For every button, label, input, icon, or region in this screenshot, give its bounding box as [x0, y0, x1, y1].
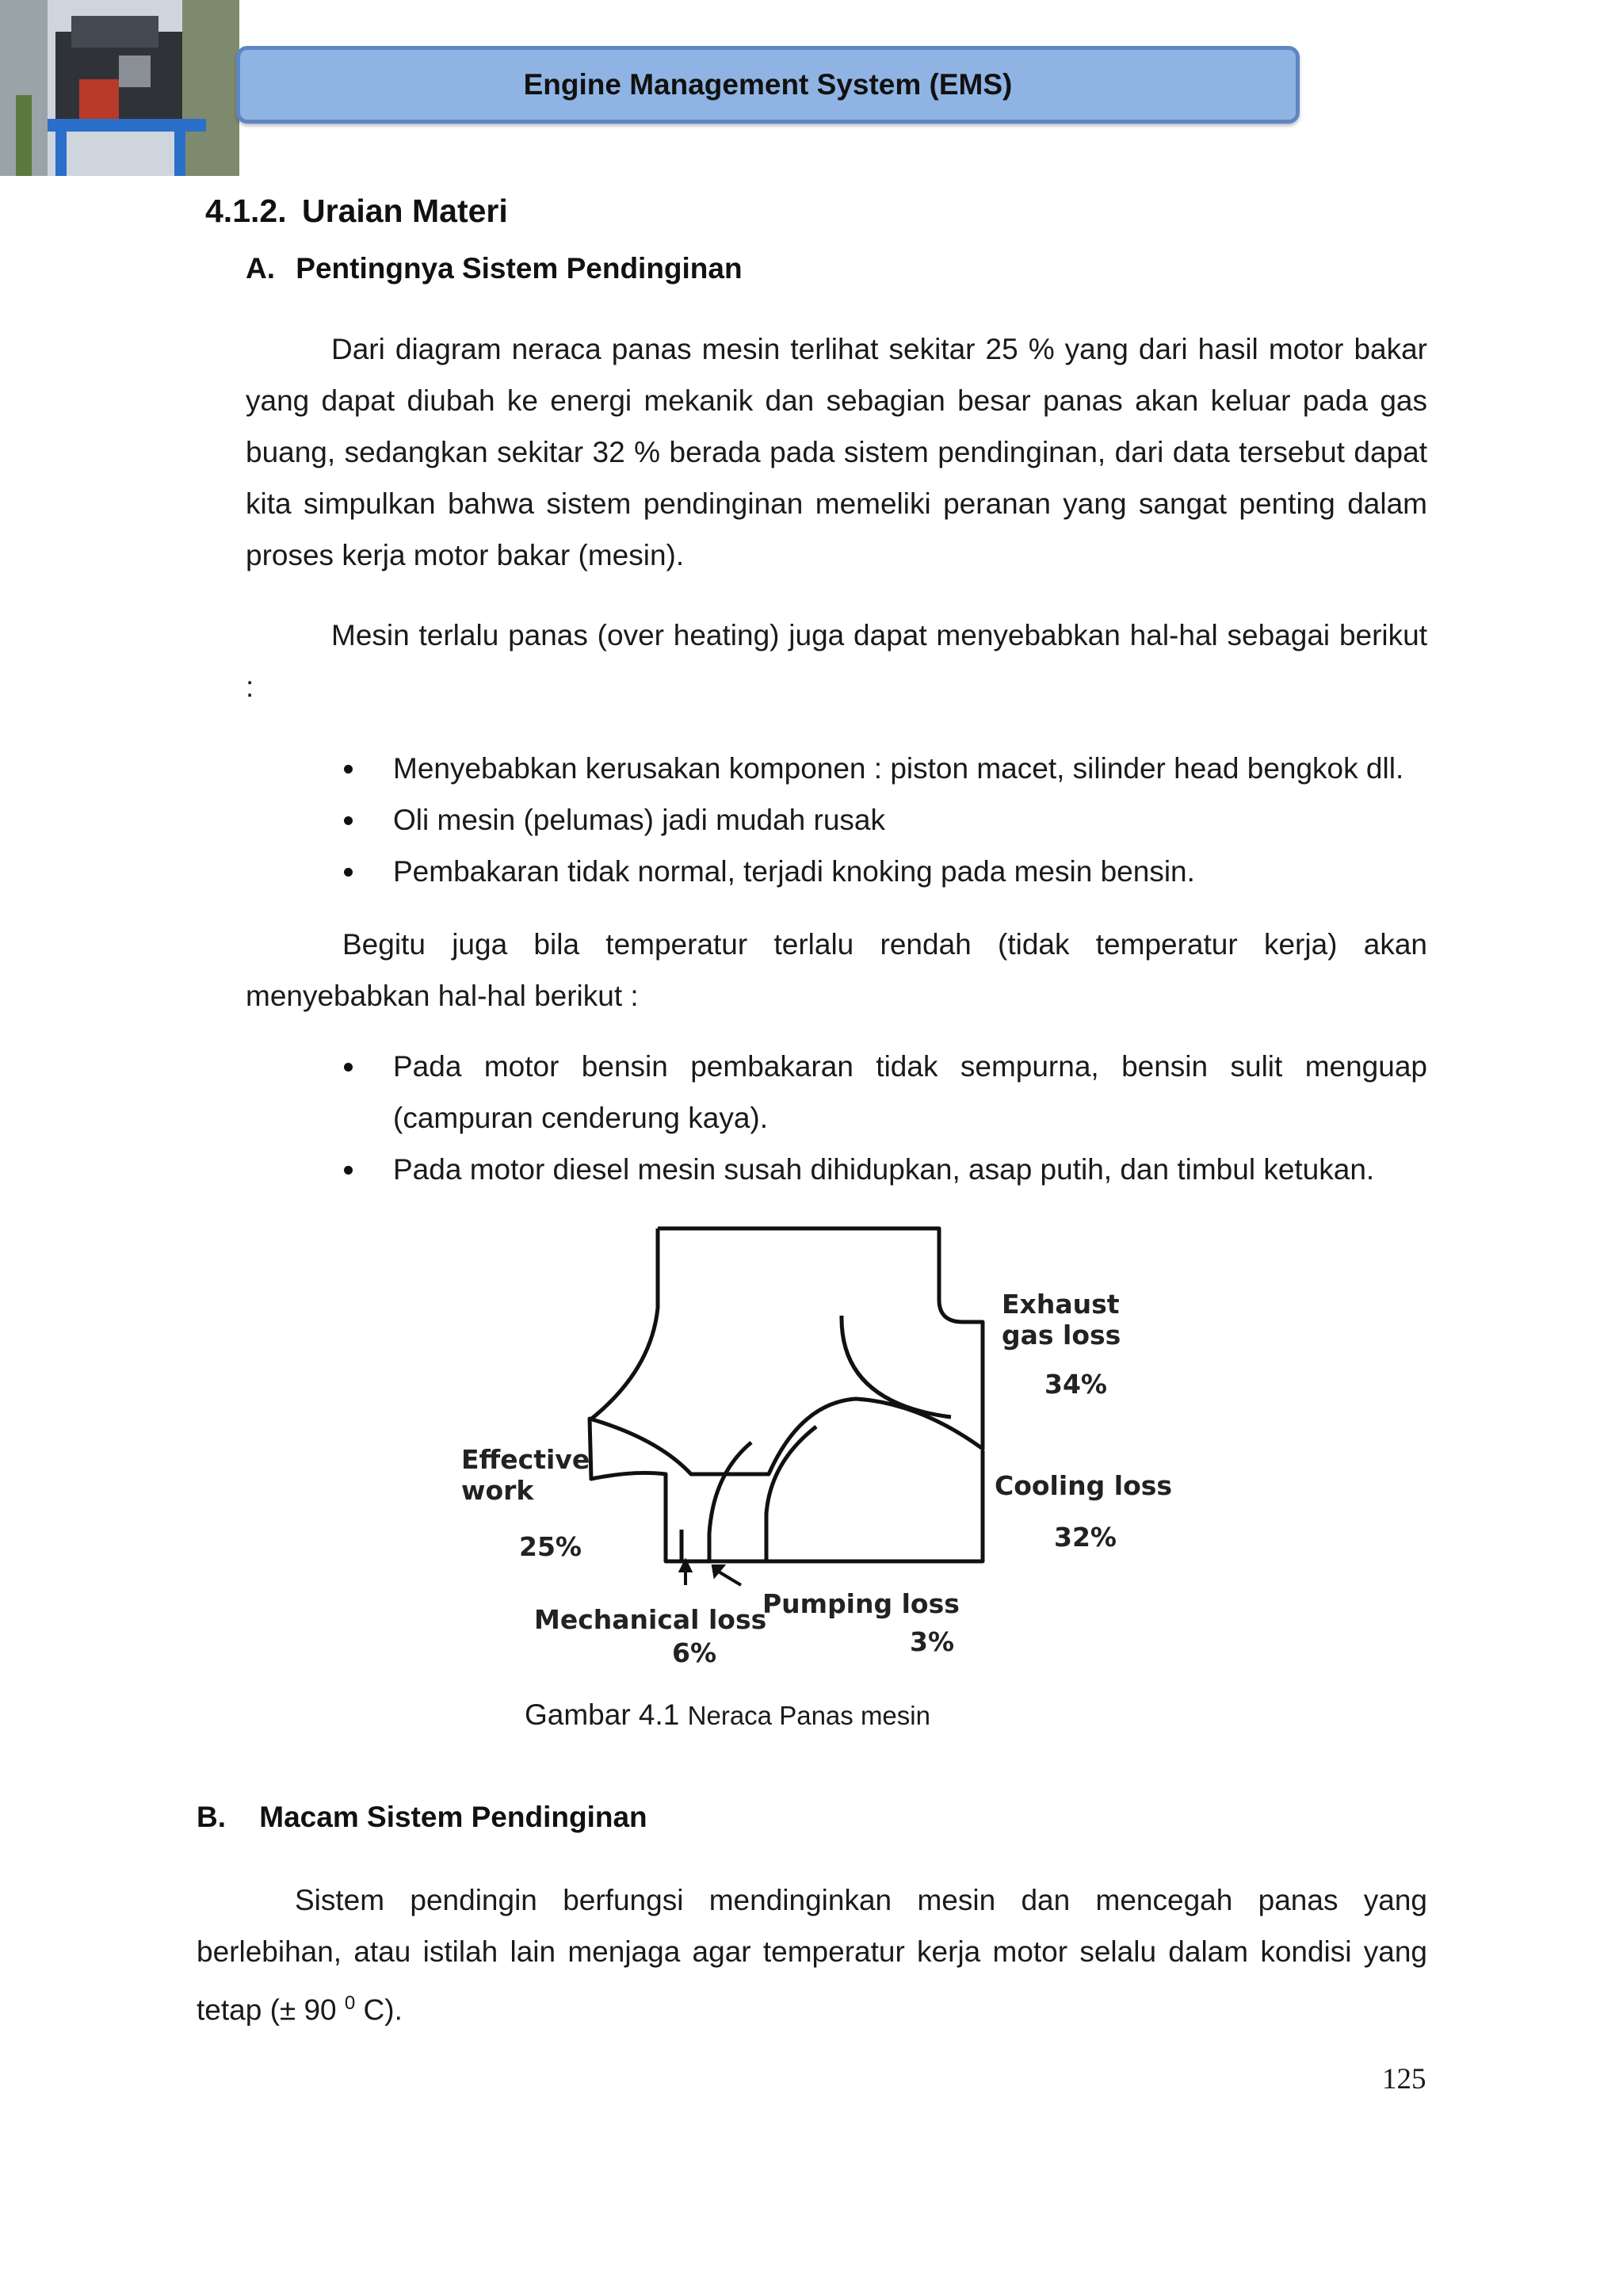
overheating-list [341, 743, 1427, 897]
label-exhaust-pct: 34% [1044, 1369, 1107, 1400]
label-effective-1: Effective [461, 1444, 590, 1475]
caption-sub: Neraca Panas mesin [687, 1701, 930, 1730]
paragraph-overheating: Mesin terlalu panas (over heating) juga dapat menyebabkan hal-hal sebagai berikut : [246, 619, 1427, 703]
subsection-b-title: Macam Sistem Pendinginan [259, 1801, 647, 1833]
label-pumping-pct: 3% [910, 1626, 955, 1657]
label-mechanical: Mechanical loss [534, 1604, 767, 1635]
list-item: Pada motor diesel mesin susah dihidupkan, asap putih, dan timbul ketukan. [341, 1144, 1427, 1195]
label-exhaust-2: gas loss [1002, 1320, 1121, 1350]
paragraph-heat-balance: Dari diagram neraca panas mesin terlihat sekitar 25 % yang dari hasil motor bakar yang dapat diubah ke energi mekanik dan sebagian besar panas akan keluar pada gas buang, sedangkan sekitar 32 % berada pada sistem pendinginan, dari data tersebut dapat kita simpulkan bahwa sistem pendinginan memeliki peranan yang sangat penting dalam proses kerja motor bakar (mesin). [246, 333, 1427, 571]
subsection-b-heading [197, 1801, 647, 1834]
label-cooling: Cooling loss [995, 1470, 1173, 1501]
caption-main: Gambar 4.1 [525, 1698, 680, 1731]
cooling-function-text: Sistem pendingin berfungsi mendinginkan mesin dan mencegah panas yang berlebihan, atau istilah lain menjaga agar temperatur kerja motor selalu dalam kondisi yang tetap (± 90 [197, 1884, 1427, 2027]
paragraph-low-temperature: Begitu juga bila temperatur terlalu rendah (tidak temperatur kerja) akan menyebabkan hal-hal berikut : [246, 928, 1427, 1012]
label-cooling-pct: 32% [1054, 1522, 1117, 1553]
list-item: Pembakaran tidak normal, terjadi knoking pada mesin bensin. [341, 846, 1427, 897]
paragraph-cooling-function [197, 1874, 1427, 2035]
heat-balance-diagram [444, 1213, 1220, 1688]
section-title: Uraian Materi [302, 193, 508, 229]
label-pumping: Pumping loss [762, 1588, 960, 1619]
label-effective-pct: 25% [519, 1531, 582, 1562]
degree-superscript: 0 [344, 1992, 356, 2014]
figure-caption [525, 1698, 930, 1732]
subsection-a-heading [246, 252, 743, 285]
diagram-outline [590, 1228, 983, 1561]
list-item: Oli mesin (pelumas) jadi mudah rusak [341, 794, 1427, 846]
section-number: 4.1.2. [205, 193, 287, 229]
cooling-function-end: C). [355, 1993, 403, 2027]
list-item: Pada motor bensin pembakaran tidak sempurna, bensin sulit menguap (campuran cenderung kaya). [341, 1041, 1427, 1144]
subsection-a-title: Pentingnya Sistem Pendinginan [296, 252, 743, 285]
label-effective-2: work [461, 1475, 534, 1506]
engine-photo [0, 0, 239, 176]
header-title: Engine Management System (EMS) [523, 68, 1013, 101]
list-item: Menyebabkan kerusakan komponen : piston macet, silinder head bengkok dll. [341, 743, 1427, 794]
header-banner [236, 46, 1300, 124]
subsection-a-label: A. [246, 252, 275, 285]
low-temperature-list [341, 1041, 1427, 1195]
label-exhaust-1: Exhaust [1002, 1289, 1120, 1320]
section-heading [205, 193, 508, 230]
label-mechanical-pct: 6% [672, 1637, 717, 1668]
subsection-b-label: B. [197, 1801, 226, 1833]
page-number: 125 [1382, 2063, 1426, 2095]
